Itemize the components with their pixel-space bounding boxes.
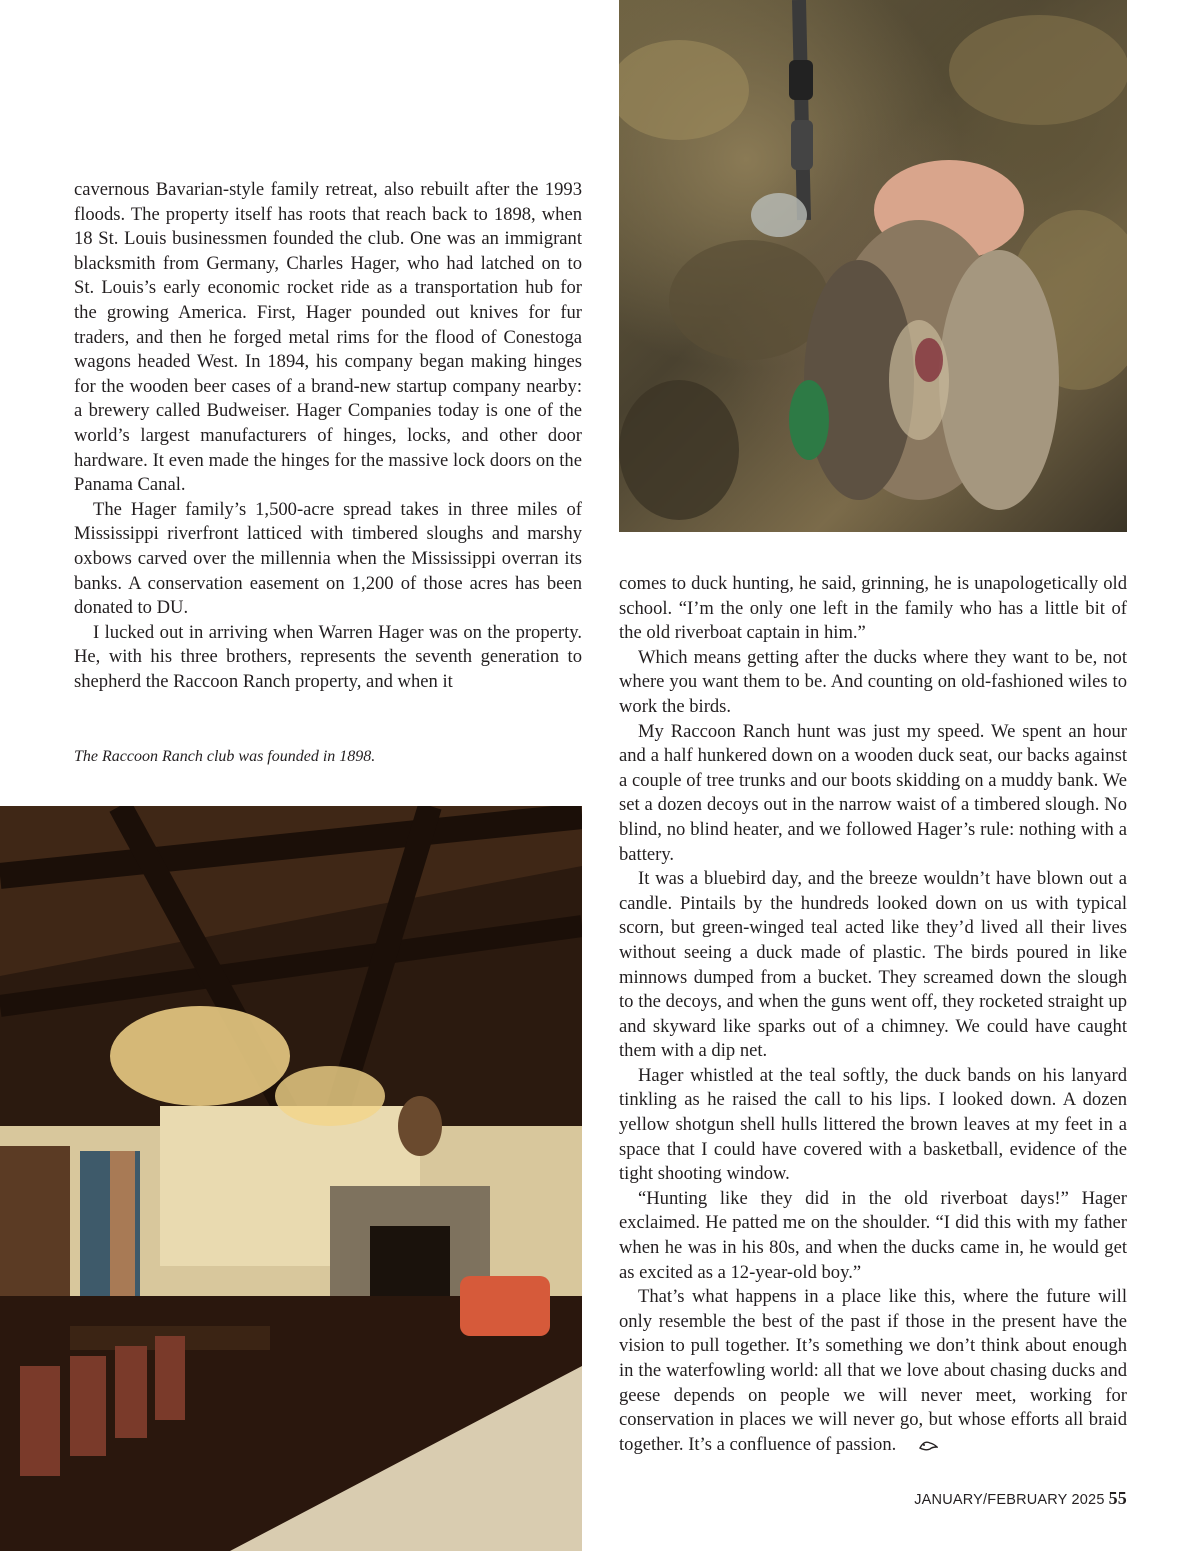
right-column [619, 572, 1127, 1459]
photo-caption: The Raccoon Ranch club was founded in 1898. [74, 748, 376, 765]
paragraph: I lucked out in arriving when Warren Hager was on the property. He, with his three brothers, represents the seventh generation to shepherd the Raccoon Ranch property, and when it [74, 621, 582, 692]
hunter-photo [619, 0, 1127, 532]
paragraph: Hager whistled at the teal softly, the duck bands on his lanyard tinkling as he raised the call to his lips. I looked down. A dozen yellow shotgun shell hulls littered the brown leaves at my feet in a space that I could have covered with a basketball, evidence of the tight shooting window. [619, 1064, 1127, 1185]
paragraph: cavernous Bavarian-style family retreat, also rebuilt after the 1993 floods. The property itself has roots that reach back to 1898, when 18 St. Louis businessmen founded the club. One was an immigrant blacksmith from Germany, Charles Hager, who had latched on to St. Louis’s early economic rocket ride as a transportation hub for the growing America. First, Hager pounded out knives for fur traders, and then he forged metal rims for the flood of Conestoga wagons headed West. In 1894, his company began making hinges for the wooden beer cases of a brand-new startup company nearby: a brewery called Budweiser. Hager Companies today is one of the world’s largest manufacturers of hinges, locks, and other door hardware. It even made the hinges for the massive lock doors on the Panama Canal. [74, 179, 582, 496]
last-paragraph [619, 1285, 1127, 1459]
issue-date: JANUARY/FEBRUARY 2025 [914, 1492, 1105, 1508]
paragraph: comes to duck hunting, he said, grinning, he is unapologetically old school. “I’m the only one left in the family who has a little bit of the old riverboat captain in him.” [619, 573, 1127, 644]
paragraph-text: That’s what happens in a place like this, where the future will only resemble the best of the past if those in the present have the vision to pull together. It’s something we don’t think about enough in the waterfowling world: all that we love about chasing ducks and geese depends on people we will never meet, working for conservation in places we will never go, but whose efforts all braid together. It’s a confluence of passion. [619, 1286, 1127, 1455]
paragraph: Which means getting after the ducks where they want to be, not where you want them to be. And counting on old-fashioned wiles to work the birds. [619, 646, 1127, 717]
page-number: 55 [1108, 1488, 1127, 1508]
page-folio [914, 1488, 1127, 1509]
paragraph: My Raccoon Ranch hunt was just my speed. We spent an hour and a half hunkered down on a wooden duck seat, our backs against a couple of tree trunks and our boots skidding on a muddy bank. We set a dozen decoys out in the narrow waist of a timbered slough. No blind, no blind heater, and we followed Hager’s rule: nothing with a battery. [619, 720, 1127, 865]
paragraph: The Hager family’s 1,500-acre spread takes in three miles of Mississippi riverfront latticed with timbered sloughs and marshy oxbows carved over the millennia when the Mississippi overran its banks. A conservation easement on 1,200 of those acres has been donated to DU. [74, 498, 582, 619]
hunter-photo-art [619, 0, 1127, 532]
left-column [74, 178, 582, 694]
duck-head-end-mark-icon [899, 1435, 938, 1460]
paragraph: It was a bluebird day, and the breeze wouldn’t have blown out a candle. Pintails by the hundreds looked down on us with typical scorn, but green-winged teal acted like they’d lived all their lives without seeing a duck made of plastic. The birds poured in like minnows dumped from a bucket. They screamed down the slough to the decoys, and when the guns went off, they rocketed straight up and skyward like sparks out of a chimney. We could have caught them with a dip net. [619, 868, 1127, 1062]
paragraph: “Hunting like they did in the old riverboat days!” Hager exclaimed. He patted me on the shoulder. “I did this with my father when he was in his 80s, and when the ducks came in, he would get as excited as a 12-year-old boy.” [619, 1187, 1127, 1283]
lodge-hall-photo [0, 806, 582, 1551]
lodge-hall-photo-art [0, 806, 582, 1551]
